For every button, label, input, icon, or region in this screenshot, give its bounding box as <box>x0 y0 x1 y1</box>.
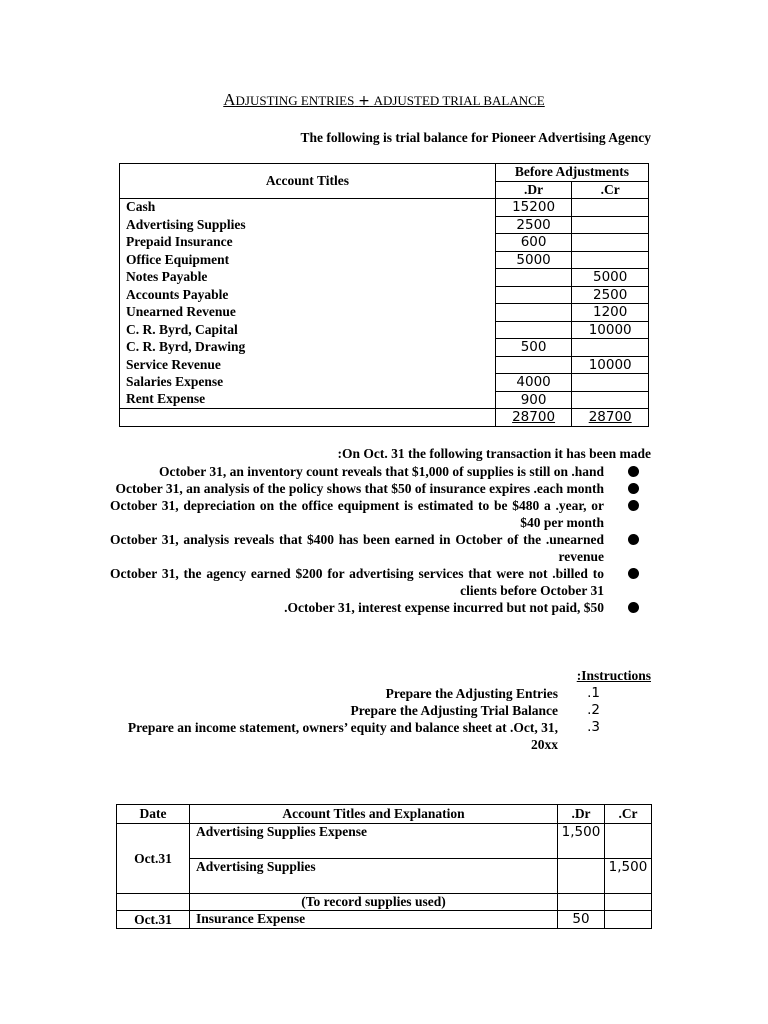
header-account-titles: Account Titles <box>120 164 496 199</box>
title-first-letter: A <box>223 90 236 109</box>
account-title: Accounts Payable <box>120 286 496 304</box>
list-item <box>110 685 600 702</box>
account-title: C. R. Byrd, Capital <box>120 321 496 339</box>
list-item <box>110 480 645 497</box>
header-dr: .Dr <box>558 805 605 824</box>
entry-date <box>117 894 190 911</box>
table-row <box>117 859 652 894</box>
header-dr: .Dr <box>495 181 572 199</box>
account-title: Salaries Expense <box>120 374 496 392</box>
header-account-explanation: Account Titles and Explanation <box>190 805 558 824</box>
transaction-text: .October 31, interest expense incurred but not paid, $50 <box>284 600 604 615</box>
credit-value <box>572 234 649 252</box>
debit-value: 5000 <box>495 251 572 269</box>
instruction-text: Prepare the Adjusting Trial Balance <box>350 703 558 718</box>
bullet-icon <box>628 466 639 477</box>
table-row <box>117 894 652 911</box>
table-row <box>120 356 649 374</box>
account-title <box>120 409 496 427</box>
debit-value <box>495 321 572 339</box>
credit-value <box>605 894 652 911</box>
title-plus: + <box>358 93 370 109</box>
credit-value: 5000 <box>572 269 649 287</box>
bullet-icon <box>628 602 639 613</box>
credit-total: 28700 <box>572 409 649 427</box>
debit-value: 900 <box>495 391 572 409</box>
bullet-icon <box>628 500 639 511</box>
account-title: Rent Expense <box>120 391 496 409</box>
table-row <box>120 199 649 217</box>
debit-value: 600 <box>495 234 572 252</box>
credit-value: 1200 <box>572 304 649 322</box>
title-part-1: DJUSTING ENTRIES <box>235 93 355 108</box>
entry-account: Advertising Supplies Expense <box>190 824 558 859</box>
header-before-adjustments: Before Adjustments <box>495 164 648 182</box>
debit-value: 15200 <box>495 199 572 217</box>
instruction-number: .3 <box>587 719 600 735</box>
header-cr: .Cr <box>572 181 649 199</box>
transaction-text: October 31, analysis reveals that $400 has been earned in October of the .unearned revenue <box>110 532 604 564</box>
debit-value: 500 <box>495 339 572 357</box>
transaction-text: October 31, depreciation on the office equipment is estimated to be $480 a .year, or $40 per month <box>110 498 604 530</box>
intro-text: The following is trial balance for Pioneer Advertising Agency <box>300 130 651 145</box>
table-row <box>120 374 649 392</box>
debit-value <box>558 859 605 894</box>
list-item <box>110 531 645 565</box>
table-row <box>120 321 649 339</box>
entry-date: Oct.31 <box>117 911 190 929</box>
instruction-number: .1 <box>587 685 600 701</box>
debit-value <box>495 356 572 374</box>
table-row <box>120 391 649 409</box>
debit-value: 2500 <box>495 216 572 234</box>
debit-value: 1,500 <box>558 824 605 859</box>
instructions-heading: :Instructions <box>576 668 651 683</box>
table-row <box>120 269 649 287</box>
debit-value <box>495 304 572 322</box>
credit-value: 2500 <box>572 286 649 304</box>
list-item <box>110 719 600 753</box>
account-title: Prepaid Insurance <box>120 234 496 252</box>
list-item <box>110 599 645 616</box>
account-title: Unearned Revenue <box>120 304 496 322</box>
table-row <box>120 216 649 234</box>
account-title: Advertising Supplies <box>120 216 496 234</box>
bullet-icon <box>628 483 639 494</box>
debit-value: 4000 <box>495 374 572 392</box>
entry-account: Advertising Supplies <box>190 859 558 894</box>
transactions-heading: :On Oct. 31 the following transaction it has been made <box>337 446 651 461</box>
credit-value <box>572 374 649 392</box>
account-title: Office Equipment <box>120 251 496 269</box>
page-title <box>0 90 768 110</box>
header-date: Date <box>117 805 190 824</box>
instruction-text: Prepare an income statement, owners’ equity and balance sheet at .Oct, 31, 20xx <box>127 720 558 752</box>
transaction-text: October 31, an analysis of the policy shows that $50 of insurance expires .each month <box>115 481 604 496</box>
header-cr: .Cr <box>605 805 652 824</box>
table-row <box>120 304 649 322</box>
debit-value: 50 <box>558 911 605 929</box>
entry-explanation: (To record supplies used) <box>190 894 558 911</box>
table-row <box>120 251 649 269</box>
transaction-text: October 31, the agency earned $200 for advertising services that were not .billed to clients before October 31 <box>110 566 604 598</box>
journal-table <box>116 804 652 929</box>
credit-value <box>572 199 649 217</box>
debit-value <box>558 894 605 911</box>
table-row <box>120 339 649 357</box>
table-row <box>117 824 652 859</box>
debit-value <box>495 269 572 287</box>
account-title: Notes Payable <box>120 269 496 287</box>
credit-value <box>605 911 652 929</box>
debit-value <box>495 286 572 304</box>
credit-value <box>605 824 652 859</box>
list-item <box>110 497 645 531</box>
table-row <box>120 234 649 252</box>
credit-value <box>572 216 649 234</box>
title-part-2: ADJUSTED TRIAL BALANCE <box>373 93 545 108</box>
credit-value: 10000 <box>572 356 649 374</box>
list-item <box>110 463 645 480</box>
list-item <box>110 565 645 599</box>
entry-account: Insurance Expense <box>190 911 558 929</box>
bullet-icon <box>628 534 639 545</box>
transactions-list <box>110 463 645 616</box>
account-title: C. R. Byrd, Drawing <box>120 339 496 357</box>
table-row <box>120 286 649 304</box>
trial-balance-table <box>119 163 649 427</box>
credit-value: 10000 <box>572 321 649 339</box>
account-title: Cash <box>120 199 496 217</box>
credit-value <box>572 391 649 409</box>
table-row <box>117 911 652 929</box>
instructions-list <box>110 685 600 753</box>
account-title: Service Revenue <box>120 356 496 374</box>
bullet-icon <box>628 568 639 579</box>
credit-value <box>572 251 649 269</box>
entry-date: Oct.31 <box>117 824 190 894</box>
debit-total: 28700 <box>495 409 572 427</box>
credit-value <box>572 339 649 357</box>
instruction-text: Prepare the Adjusting Entries <box>385 686 558 701</box>
instruction-number: .2 <box>587 702 600 718</box>
transaction-text: October 31, an inventory count reveals that $1,000 of supplies is still on .hand <box>158 464 604 479</box>
list-item <box>110 702 600 719</box>
credit-value: 1,500 <box>605 859 652 894</box>
totals-row <box>120 409 649 427</box>
